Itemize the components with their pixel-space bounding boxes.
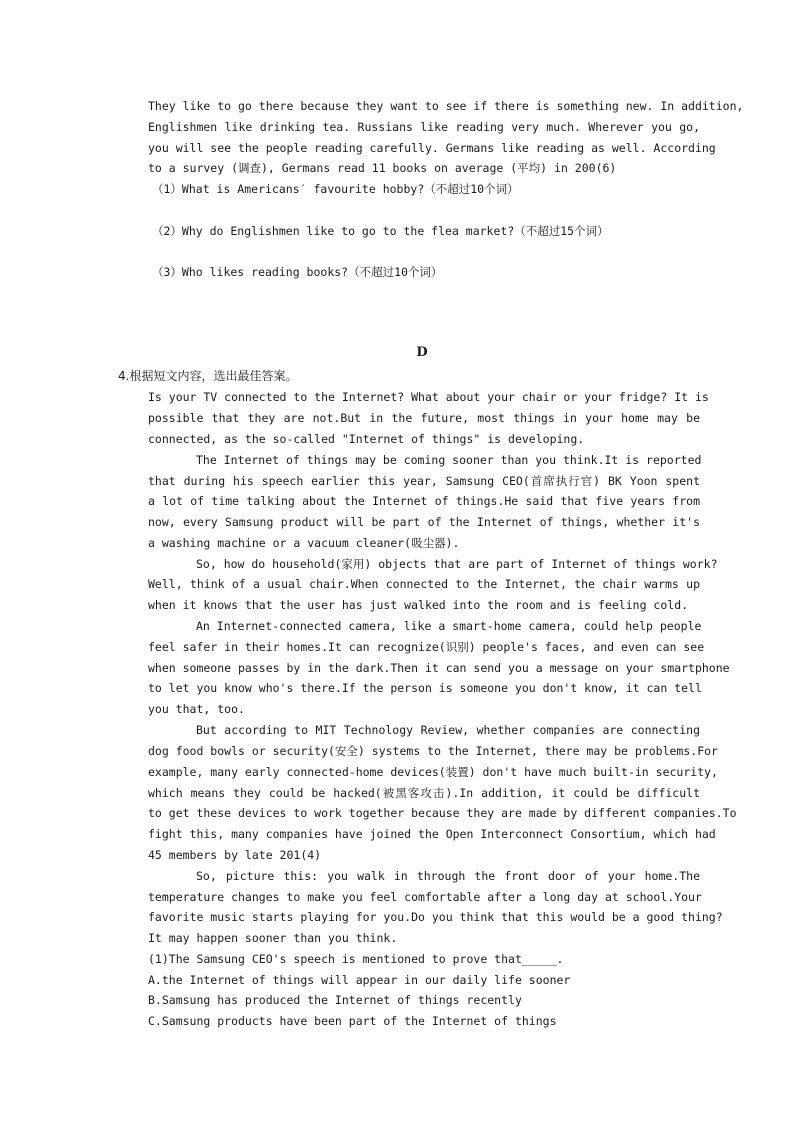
section-heading: D	[416, 345, 428, 360]
text-line: a washing machine or a vacuum cleaner(吸尘器).	[148, 536, 460, 550]
question-1: （1）What is Americans′ favourite hobby?（不超过10个词）	[152, 182, 519, 196]
text-line: you that, too.	[148, 702, 245, 716]
text-line: But according to MIT Technology Review, whether companies are connecting	[196, 723, 700, 737]
text-line: feel safer in their homes.It can recognize(识别) people's faces, and even can see	[148, 640, 705, 654]
text-line: possible that they are not.But in the future, most things in your home may be	[148, 411, 700, 425]
text-line: when it knows that the user has just walked into the room and is feeling cold.	[148, 598, 689, 612]
text-line: It may happen sooner than you think.	[148, 931, 398, 945]
text-line: They like to go there because they want to see if there is something new. In addition,	[148, 99, 744, 113]
text-line: So, how do household(家用) objects that are part of Internet of things work?	[196, 557, 718, 571]
question-3: （3）Who likes reading books?（不超过10个词）	[152, 265, 443, 279]
text-line: to a survey (调查), Germans read 11 books on average (平均) in 200(6)	[148, 161, 617, 175]
question-2: （2）Why do Englishmen like to go to the flea market?（不超过15个词）	[152, 224, 609, 238]
text-line: when someone passes by in the dark.Then it can send you a message on your smartphone	[148, 661, 730, 675]
text-line: dog food bowls or security(安全) systems to the Internet, there may be problems.For	[148, 744, 718, 758]
text-line: Is your TV connected to the Internet? What about your chair or your fridge? It is	[148, 390, 709, 404]
text-line: So, picture this: you walk in through the front door of your home.The	[196, 869, 700, 883]
text-line: An Internet-connected camera, like a smart-home camera, could help people	[196, 619, 702, 633]
text-line: you will see the people reading carefully. Germans like reading as well. According	[148, 141, 716, 155]
text-line: fight this, many companies have joined the Open Interconnect Consortium, which had	[148, 827, 716, 841]
text-line: now, every Samsung product will be part of the Internet of things, whether it's	[148, 515, 700, 529]
text-line: example, many early connected-home devices(装置) don't have much built-in security,	[148, 765, 718, 779]
text-line: Englishmen like drinking tea. Russians like reading very much. Wherever you go,	[148, 120, 700, 134]
text-line: The Internet of things may be coming sooner than you think.It is reported	[196, 453, 702, 467]
text-line: to get these devices to work together because they are made by different companies.To	[148, 806, 737, 820]
option-c: C.Samsung products have been part of the Internet of things	[148, 1014, 557, 1028]
option-a: A.the Internet of things will appear in our daily life sooner	[148, 973, 571, 987]
text-line: to let you know who's there.If the person is someone you don't know, it can tell	[148, 681, 702, 695]
text-line: temperature changes to make you feel comfortable after a long day at school.Your	[148, 890, 702, 904]
text-line: 45 members by late 201(4)	[148, 848, 322, 862]
text-line: that during his speech earlier this year, Samsung CEO(首席执行官) BK Yoon spent	[148, 474, 700, 488]
question-stem: (1)The Samsung CEO's speech is mentioned to prove that_____.	[148, 952, 564, 966]
text-line: a lot of time talking about the Internet of things.He said that five years from	[148, 494, 700, 508]
text-line: favorite music starts playing for you.Do you think that this would be a good thing?	[148, 910, 723, 924]
task-instruction: 4.根据短文内容，选出最佳答案。	[118, 369, 298, 383]
option-b: B.Samsung has produced the Internet of things recently	[148, 993, 522, 1007]
text-line: Well, think of a usual chair.When connected to the Internet, the chair warms up	[148, 577, 700, 591]
text-line: which means they could be hacked(被黑客攻击).In addition, it could be difficult	[148, 786, 700, 800]
text-line: connected, as the so-called "Internet of things" is developing.	[148, 432, 585, 446]
